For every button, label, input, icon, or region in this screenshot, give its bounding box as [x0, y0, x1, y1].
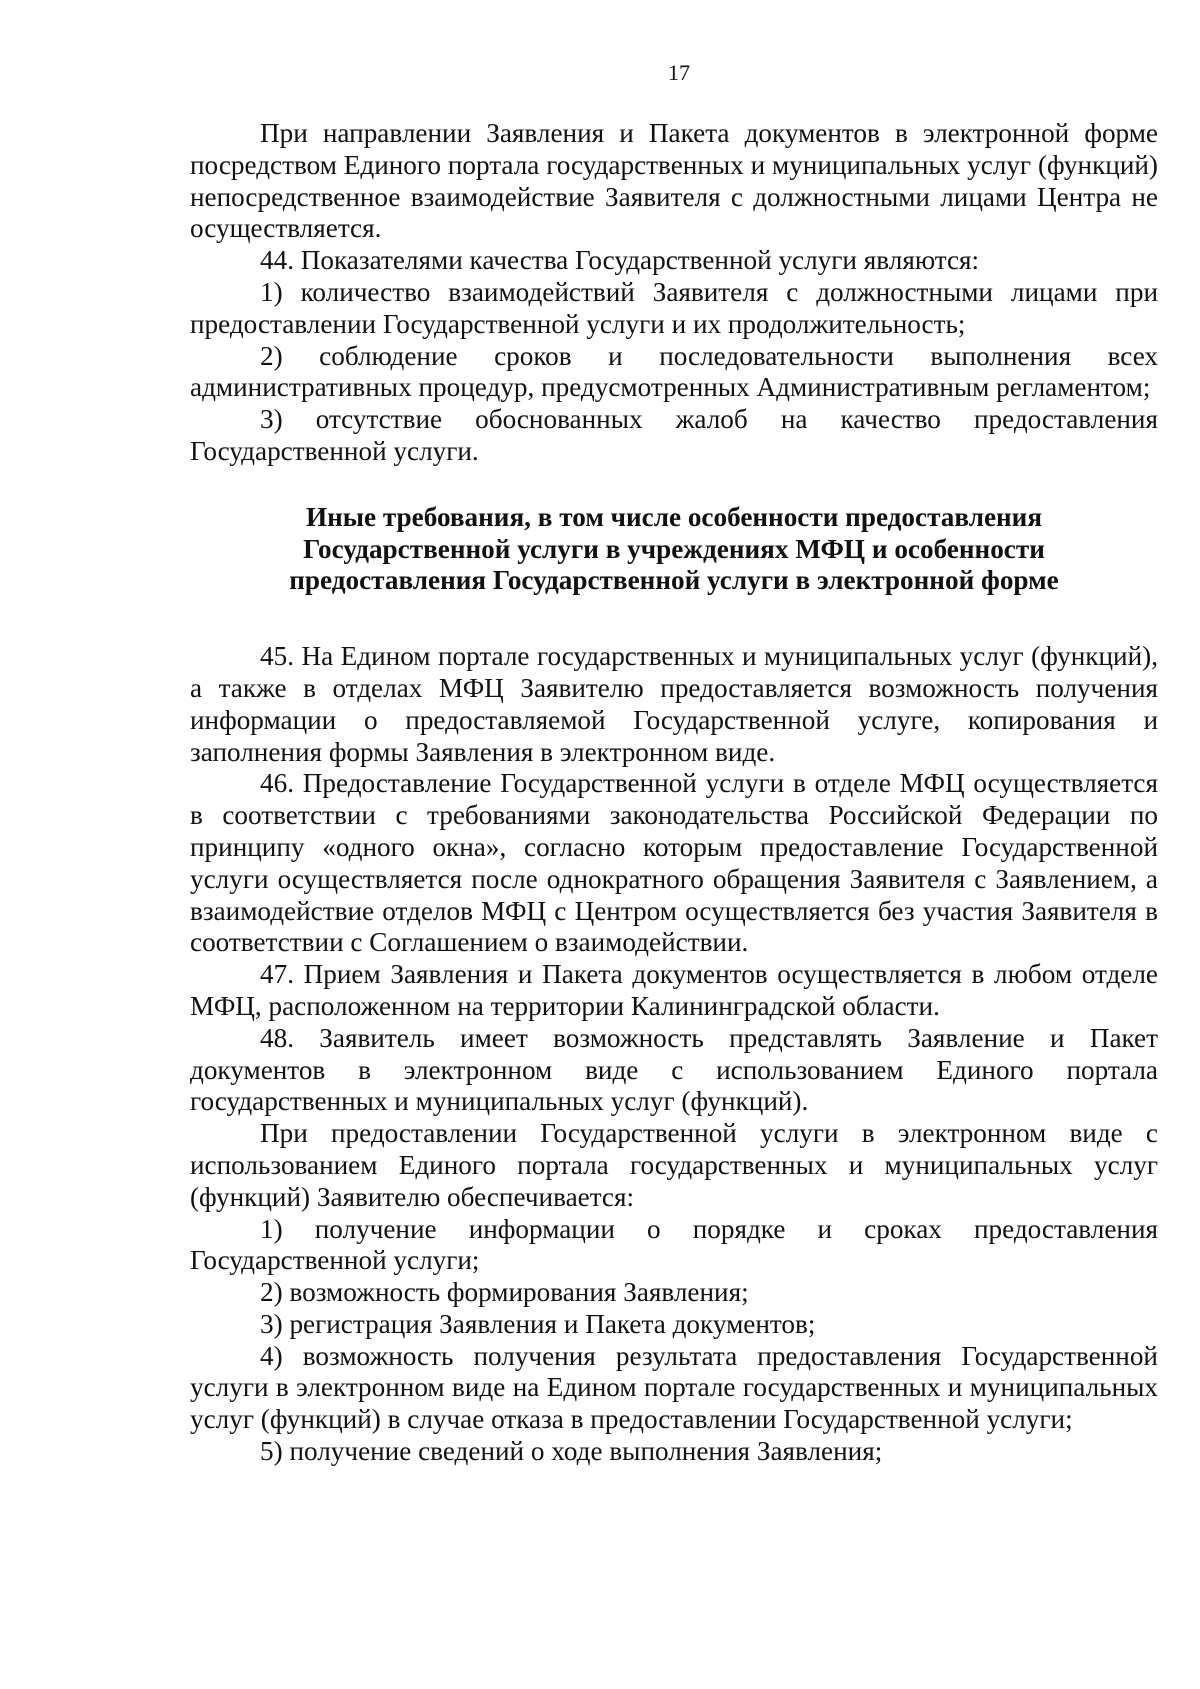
list-item-electronic-5: 5) получение сведений о ходе выполнения Заявления; — [260, 1436, 883, 1467]
document-body — [190, 118, 1158, 1468]
paragraph-45: 45. На Едином портале государственных и муниципальных услуг (функций), а также в отделах МФЦ Заявителю предоставляется возможность получения информации о предоставляемой Государственной услуге, копирования и заполнения формы Заявления в электронном виде. — [190, 641, 1158, 767]
page-number: 17 — [668, 60, 690, 85]
list-item-44-2: 2) соблюдение сроков и последовательности выполнения всех административных процедур, предусмотренных Административным регламентом; — [190, 340, 1158, 403]
paragraph-electronic-submission: При направлении Заявления и Пакета документов в электронной форме посредством Единого портала государственных и муниципальных услуг (функций) непосредственное взаимодействие Заявителя с должностными лицами Центра не осуществляется. — [190, 118, 1158, 244]
paragraph-44-quality-indicators: 44. Показателями качества Государственной услуги являются: — [260, 245, 980, 276]
paragraph-48: 48. Заявитель имеет возможность представлять Заявление и Пакет документов в электронном виде с использованием Единого портала государственных и муниципальных услуг (функций). — [190, 1022, 1158, 1117]
paragraph-electronic-provision: При предоставлении Государственной услуги в электронном виде с использованием Единого портала государственных и муниципальных услуг (функций) Заявителю обеспечивается: — [190, 1118, 1158, 1212]
list-item-electronic-1: 1) получение информации о порядке и сроках предоставления Государственной услуги; — [190, 1213, 1158, 1276]
paragraph-46: 46. Предоставление Государственной услуги в отделе МФЦ осуществляется в соответствии с требованиями законодательства Российской Федерации по принципу «одного окна», согласно которым предоставление Государственной услуги осуществляется после однократного обращения Заявителя с Заявлением, а взаимодействие отделов МФЦ с Центром осуществляется без участия Заявителя в соответствии с Соглашением о взаимодействии. — [190, 768, 1158, 958]
list-item-44-1: 1) количество взаимодействий Заявителя с должностными лицами при предоставлении Государственной услуги и их продолжительность; — [190, 276, 1158, 339]
section-heading: Иные требования, в том числе особенности предоставления Государственной услуги в учреждениях МФЦ и особенности предоставления Государственной услуги в электронной форме — [289, 501, 1059, 596]
list-item-electronic-4: 4) возможность получения результата предоставления Государственной услуги в электронном виде на Едином портале государственных и муниципальных услуг (функций) в случае отказа в предоставлении Государственной услуги; — [190, 1340, 1158, 1435]
paragraph-47: 47. Прием Заявления и Пакета документов осуществляется в любом отделе МФЦ, расположенном на территории Калининградской области. — [190, 959, 1158, 1021]
list-item-electronic-2: 2) возможность формирования Заявления; — [260, 1277, 749, 1308]
list-item-electronic-3: 3) регистрация Заявления и Пакета документов; — [260, 1308, 816, 1339]
list-item-44-3: 3) отсутствие обоснованных жалоб на качество предоставления Государственной услуги. — [190, 404, 1158, 466]
